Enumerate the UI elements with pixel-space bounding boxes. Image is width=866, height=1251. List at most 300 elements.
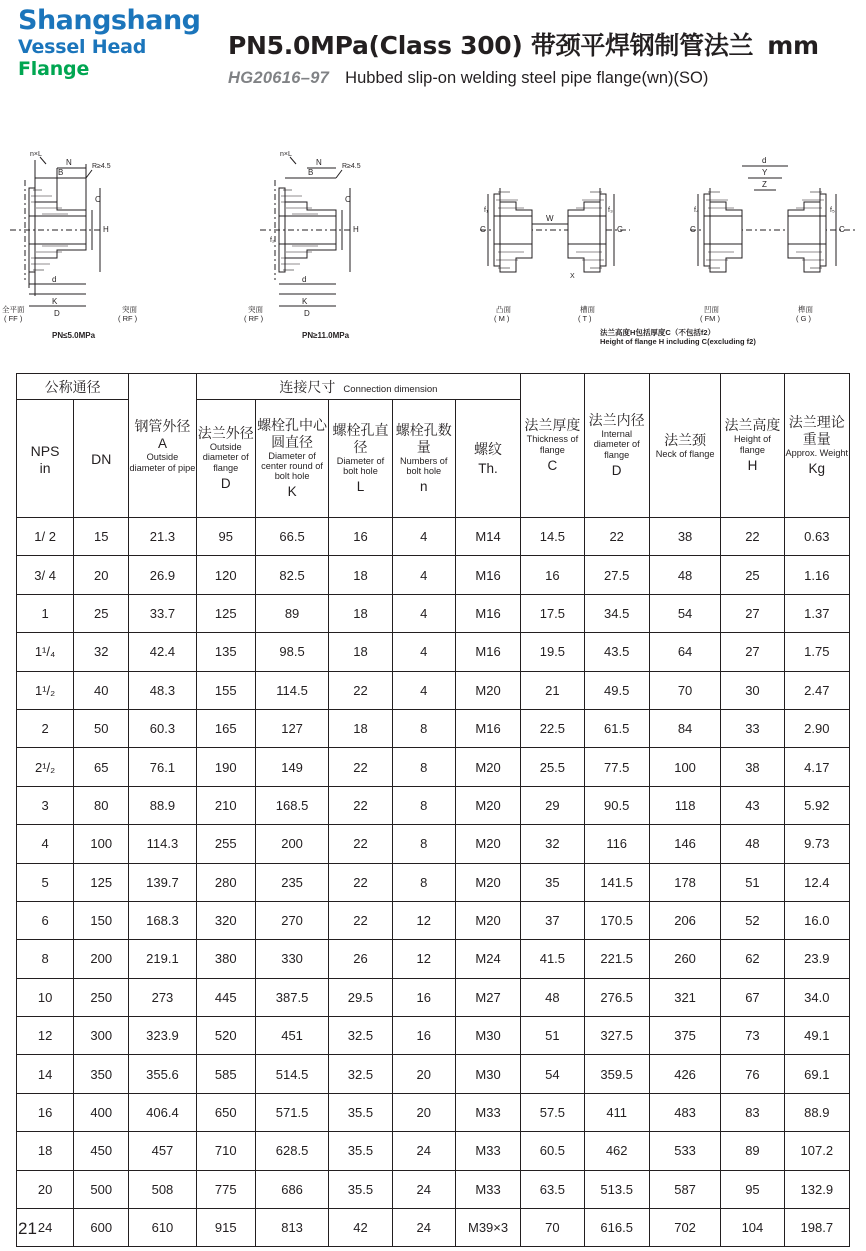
table-cell: 411 xyxy=(584,1093,649,1131)
column-header-neck xyxy=(649,374,720,518)
table-cell: 42 xyxy=(329,1209,392,1247)
table-cell: 116 xyxy=(584,825,649,863)
table-cell: 276.5 xyxy=(584,978,649,1016)
table-row xyxy=(17,1017,850,1055)
column-header-bolt-hole-count xyxy=(392,400,455,518)
table-cell: 88.9 xyxy=(784,1093,849,1131)
col-thickness-sym: C xyxy=(547,457,558,473)
table-row xyxy=(17,518,850,556)
table-cell: 587 xyxy=(649,1170,720,1208)
svg-text:C: C xyxy=(345,195,351,204)
table-cell: 8 xyxy=(392,863,455,901)
table-cell: M33 xyxy=(455,1132,520,1170)
table-cell: 114.3 xyxy=(129,825,196,863)
table-cell: 125 xyxy=(196,594,255,632)
svg-text:C: C xyxy=(480,225,486,234)
table-cell: 76.1 xyxy=(129,748,196,786)
table-cell: 20 xyxy=(17,1170,74,1208)
svg-text:R≥4.5: R≥4.5 xyxy=(92,163,111,170)
table-cell: 18 xyxy=(17,1132,74,1170)
table-cell: 18 xyxy=(329,709,392,747)
table-cell: 255 xyxy=(196,825,255,863)
table-cell: 127 xyxy=(255,709,328,747)
logo-company-name: Shangshang xyxy=(18,5,201,36)
svg-text:( G ): ( G ) xyxy=(796,314,811,323)
svg-text:突面: 突面 xyxy=(248,305,263,314)
table-cell: 22.5 xyxy=(521,709,584,747)
table-cell: 585 xyxy=(196,1055,255,1093)
group-header-nominal-label: 公称通径 xyxy=(44,378,101,395)
table-cell: 450 xyxy=(74,1132,129,1170)
col-nps-unit: in xyxy=(39,459,51,476)
table-row xyxy=(17,901,850,939)
table-cell: 4 xyxy=(392,518,455,556)
table-cell: 25 xyxy=(74,594,129,632)
page-title-text: PN5.0MPa(Class 300) 带颈平焊钢制管法兰 xyxy=(228,31,754,60)
page-header xyxy=(0,0,866,112)
table-row xyxy=(17,1132,850,1170)
svg-text:N: N xyxy=(316,158,322,167)
table-cell: 35.5 xyxy=(329,1093,392,1131)
table-cell: 520 xyxy=(196,1017,255,1055)
table-cell: 8 xyxy=(392,825,455,863)
column-header-bolt-circle xyxy=(255,400,328,518)
table-cell: 33.7 xyxy=(129,594,196,632)
col-id-cn: 法兰内径 xyxy=(588,412,645,429)
table-cell: 32.5 xyxy=(329,1055,392,1093)
svg-text:PN≤5.0MPa: PN≤5.0MPa xyxy=(52,331,96,340)
table-cell: 89 xyxy=(721,1132,784,1170)
svg-text:N: N xyxy=(66,158,72,167)
table-cell: 30 xyxy=(721,671,784,709)
svg-text:H: H xyxy=(353,225,359,234)
col-pipe-od-cn: 钢管外径 xyxy=(134,418,191,435)
col-pipe-od-sym: A xyxy=(157,436,167,452)
table-cell: 387.5 xyxy=(255,978,328,1016)
svg-text:n×L: n×L xyxy=(280,151,292,158)
table-row xyxy=(17,709,850,747)
table-cell: 57.5 xyxy=(521,1093,584,1131)
table-cell: 12 xyxy=(392,940,455,978)
table-cell: 18 xyxy=(329,556,392,594)
table-cell: 330 xyxy=(255,940,328,978)
table-cell: 514.5 xyxy=(255,1055,328,1093)
table-cell: 48.3 xyxy=(129,671,196,709)
table-cell: 22 xyxy=(329,748,392,786)
svg-text:f₂: f₂ xyxy=(270,237,275,244)
svg-text:D: D xyxy=(304,309,310,318)
table-cell: 533 xyxy=(649,1132,720,1170)
table-cell: 29.5 xyxy=(329,978,392,1016)
table-cell: 77.5 xyxy=(584,748,649,786)
table-cell: 12 xyxy=(392,901,455,939)
table-cell: 80 xyxy=(74,786,129,824)
table-cell: M16 xyxy=(455,556,520,594)
table-cell: 359.5 xyxy=(584,1055,649,1093)
table-cell: 9.73 xyxy=(784,825,849,863)
svg-text:H: H xyxy=(103,225,109,234)
table-row xyxy=(17,556,850,594)
table-cell: 628.5 xyxy=(255,1132,328,1170)
table-cell: 32 xyxy=(74,633,129,671)
table-cell: 200 xyxy=(74,940,129,978)
column-header-thread xyxy=(455,400,520,518)
svg-text:( RF ): ( RF ) xyxy=(118,314,138,323)
col-flange-od-en: Outside diameter of flange xyxy=(202,442,249,473)
table-cell: 457 xyxy=(129,1132,196,1170)
table-cell: 6 xyxy=(17,901,74,939)
table-cell: 813 xyxy=(255,1209,328,1247)
table-cell: 20 xyxy=(74,556,129,594)
table-cell: 1 xyxy=(17,594,74,632)
table-cell: 104 xyxy=(721,1209,784,1247)
page-subtitle xyxy=(228,69,866,88)
svg-text:Z: Z xyxy=(762,180,767,189)
table-cell: 27 xyxy=(721,594,784,632)
table-row xyxy=(17,671,850,709)
table-cell: 4 xyxy=(392,556,455,594)
table-cell: 3 xyxy=(17,786,74,824)
table-cell: 15 xyxy=(74,518,129,556)
table-cell: 42.4 xyxy=(129,633,196,671)
table-cell: 60.5 xyxy=(521,1132,584,1170)
table-cell: 206 xyxy=(649,901,720,939)
table-cell: 571.5 xyxy=(255,1093,328,1131)
svg-text:X: X xyxy=(570,273,575,280)
brand-logo xyxy=(18,6,218,80)
col-thickness-cn: 法兰厚度 xyxy=(524,417,581,434)
table-cell: 48 xyxy=(721,825,784,863)
table-cell: 2¹/₂ xyxy=(17,748,74,786)
table-cell: M20 xyxy=(455,901,520,939)
table-cell: 50 xyxy=(74,709,129,747)
table-cell: 21 xyxy=(521,671,584,709)
col-height-en: Height of flange xyxy=(734,434,771,455)
table-cell: 67 xyxy=(721,978,784,1016)
table-cell: 95 xyxy=(196,518,255,556)
table-cell: 150 xyxy=(74,901,129,939)
table-cell: M20 xyxy=(455,671,520,709)
svg-text:( FM ): ( FM ) xyxy=(700,314,720,323)
table-cell: M16 xyxy=(455,709,520,747)
col-nps-sym: NPS xyxy=(30,442,60,459)
table-cell: 12.4 xyxy=(784,863,849,901)
table-cell: 273 xyxy=(129,978,196,1016)
table-cell: 90.5 xyxy=(584,786,649,824)
svg-text:d: d xyxy=(302,275,307,284)
table-cell: 355.6 xyxy=(129,1055,196,1093)
table-cell: 41.5 xyxy=(521,940,584,978)
column-header-pipe-od xyxy=(129,374,196,518)
table-cell: 100 xyxy=(649,748,720,786)
table-cell: 61.5 xyxy=(584,709,649,747)
table-cell: 24 xyxy=(392,1209,455,1247)
table-group-header-row xyxy=(17,374,850,400)
svg-text:R≥4.5: R≥4.5 xyxy=(342,163,361,170)
table-cell: 52 xyxy=(721,901,784,939)
table-cell: M30 xyxy=(455,1055,520,1093)
table-cell: 22 xyxy=(329,825,392,863)
svg-text:法兰高度H包括厚度C（不包括f2）: 法兰高度H包括厚度C（不包括f2） xyxy=(600,328,716,337)
table-cell: 26 xyxy=(329,940,392,978)
table-cell: 34.0 xyxy=(784,978,849,1016)
table-cell: 73 xyxy=(721,1017,784,1055)
table-cell: 5.92 xyxy=(784,786,849,824)
table-cell: M24 xyxy=(455,940,520,978)
table-cell: 135 xyxy=(196,633,255,671)
table-cell: 3/ 4 xyxy=(17,556,74,594)
table-cell: 88.9 xyxy=(129,786,196,824)
table-cell: 210 xyxy=(196,786,255,824)
specification-table-wrapper xyxy=(16,373,850,1247)
svg-text:C: C xyxy=(617,225,623,234)
group-header-nominal-diameter xyxy=(17,374,129,400)
table-cell: 10 xyxy=(17,978,74,1016)
table-row xyxy=(17,1209,850,1247)
table-cell: 19.5 xyxy=(521,633,584,671)
table-cell: 775 xyxy=(196,1170,255,1208)
table-cell: 32 xyxy=(521,825,584,863)
table-cell: 66.5 xyxy=(255,518,328,556)
col-bolt-hole-en: Diameter of bolt hole xyxy=(336,455,385,476)
table-cell: 48 xyxy=(649,556,720,594)
col-thickness-en: Thickness of flange xyxy=(526,434,579,455)
table-row xyxy=(17,633,850,671)
col-bolt-circle-sym: K xyxy=(287,484,297,500)
column-header-nps xyxy=(17,400,74,518)
svg-text:B: B xyxy=(58,168,64,177)
table-row xyxy=(17,748,850,786)
table-cell: 327.5 xyxy=(584,1017,649,1055)
table-cell: 235 xyxy=(255,863,328,901)
table-cell: 51 xyxy=(721,863,784,901)
table-cell: 95 xyxy=(721,1170,784,1208)
table-cell: 118 xyxy=(649,786,720,824)
col-neck-en: Neck of flange xyxy=(655,448,715,459)
table-cell: 120 xyxy=(196,556,255,594)
flange-drawings-svg xyxy=(0,120,866,350)
col-weight-cn: 法兰理论重量 xyxy=(788,413,845,447)
table-cell: 380 xyxy=(196,940,255,978)
table-cell: 22 xyxy=(329,671,392,709)
table-cell: 4 xyxy=(17,825,74,863)
table-cell: 400 xyxy=(74,1093,129,1131)
column-header-thickness xyxy=(521,374,584,518)
table-cell: 915 xyxy=(196,1209,255,1247)
specification-table-body xyxy=(17,518,850,1247)
table-cell: 100 xyxy=(74,825,129,863)
column-header-internal-diameter xyxy=(584,374,649,518)
table-cell: M39×3 xyxy=(455,1209,520,1247)
table-cell: 155 xyxy=(196,671,255,709)
table-cell: 32.5 xyxy=(329,1017,392,1055)
svg-text:d: d xyxy=(52,275,57,284)
table-cell: 8 xyxy=(392,748,455,786)
table-cell: 84 xyxy=(649,709,720,747)
svg-text:槽面: 槽面 xyxy=(580,305,595,314)
table-cell: 4.17 xyxy=(784,748,849,786)
svg-text:C: C xyxy=(690,225,696,234)
table-cell: 107.2 xyxy=(784,1132,849,1170)
svg-text:W: W xyxy=(546,214,554,223)
table-cell: 178 xyxy=(649,863,720,901)
column-header-weight xyxy=(784,374,849,518)
svg-text:K: K xyxy=(52,297,58,306)
svg-text:C: C xyxy=(95,195,101,204)
svg-text:Height of flange H including C: Height of flange H including C(excluding f2) xyxy=(600,337,756,346)
table-cell: 139.7 xyxy=(129,863,196,901)
table-cell: 14.5 xyxy=(521,518,584,556)
table-cell: 1.37 xyxy=(784,594,849,632)
table-cell: 54 xyxy=(649,594,720,632)
table-cell: 29 xyxy=(521,786,584,824)
svg-text:C: C xyxy=(839,225,845,234)
table-cell: 0.63 xyxy=(784,518,849,556)
group-header-connection-cn: 连接尺寸 xyxy=(279,378,336,395)
svg-text:( T ): ( T ) xyxy=(578,314,592,323)
table-cell: M16 xyxy=(455,633,520,671)
svg-text:( RF ): ( RF ) xyxy=(244,314,264,323)
table-cell: 83 xyxy=(721,1093,784,1131)
table-cell: 4 xyxy=(392,594,455,632)
table-cell: M33 xyxy=(455,1170,520,1208)
col-thread-cn: 螺纹 xyxy=(474,440,503,457)
title-block xyxy=(228,26,866,88)
table-cell: 24 xyxy=(392,1170,455,1208)
table-cell: 168.5 xyxy=(255,786,328,824)
table-cell: 33 xyxy=(721,709,784,747)
table-cell: 462 xyxy=(584,1132,649,1170)
col-bolt-count-en: Numbers of bolt hole xyxy=(399,455,448,476)
table-cell: 2.47 xyxy=(784,671,849,709)
column-header-bolt-hole-diameter xyxy=(329,400,392,518)
col-neck-cn: 法兰颈 xyxy=(664,431,707,448)
table-row xyxy=(17,1093,850,1131)
table-cell: 616.5 xyxy=(584,1209,649,1247)
svg-text:Y: Y xyxy=(762,168,768,177)
table-cell: 24 xyxy=(392,1132,455,1170)
table-cell: 1¹/₄ xyxy=(17,633,74,671)
table-cell: M20 xyxy=(455,863,520,901)
table-cell: 22 xyxy=(584,518,649,556)
table-cell: 168.3 xyxy=(129,901,196,939)
table-cell: 69.1 xyxy=(784,1055,849,1093)
table-cell: M14 xyxy=(455,518,520,556)
table-cell: 1¹/₂ xyxy=(17,671,74,709)
svg-text:n×L: n×L xyxy=(30,151,42,158)
table-cell: 35 xyxy=(521,863,584,901)
col-dn-sym: DN xyxy=(91,451,112,467)
standard-code: HG20616–97 xyxy=(228,69,330,87)
logo-tagline xyxy=(18,36,218,80)
table-cell: 18 xyxy=(329,633,392,671)
table-cell: 76 xyxy=(721,1055,784,1093)
table-cell: 323.9 xyxy=(129,1017,196,1055)
table-cell: 406.4 xyxy=(129,1093,196,1131)
table-row xyxy=(17,1170,850,1208)
table-cell: 24 xyxy=(17,1209,74,1247)
table-cell: 445 xyxy=(196,978,255,1016)
table-cell: 65 xyxy=(74,748,129,786)
table-cell: 8 xyxy=(392,709,455,747)
col-weight-en: Approx. Weight xyxy=(785,447,849,458)
svg-text:f₄: f₄ xyxy=(694,207,699,214)
col-pipe-od-en: Outside diameter of pipe xyxy=(129,452,196,473)
table-cell: 34.5 xyxy=(584,594,649,632)
svg-text:全平面: 全平面 xyxy=(2,305,25,314)
table-cell: 426 xyxy=(649,1055,720,1093)
table-cell: 125 xyxy=(74,863,129,901)
table-cell: 270 xyxy=(255,901,328,939)
table-cell: M16 xyxy=(455,594,520,632)
table-cell: 198.7 xyxy=(784,1209,849,1247)
logo-tagline-flange: Flange xyxy=(18,58,90,80)
table-cell: 149 xyxy=(255,748,328,786)
col-height-cn: 法兰高度 xyxy=(724,417,781,434)
group-header-connection-en: Connection dimension xyxy=(343,383,438,395)
table-cell: 63.5 xyxy=(521,1170,584,1208)
table-cell: 27 xyxy=(721,633,784,671)
table-cell: 375 xyxy=(649,1017,720,1055)
table-cell: 22 xyxy=(329,786,392,824)
col-flange-od-cn: 法兰外径 xyxy=(197,425,254,442)
table-cell: 21.3 xyxy=(129,518,196,556)
table-cell: 508 xyxy=(129,1170,196,1208)
col-id-en: Internal diameter of flange xyxy=(593,429,640,460)
table-cell: 16 xyxy=(17,1093,74,1131)
svg-text:d: d xyxy=(762,156,767,165)
table-cell: 16.0 xyxy=(784,901,849,939)
svg-text:( M ): ( M ) xyxy=(494,314,510,323)
table-cell: 280 xyxy=(196,863,255,901)
table-cell: 98.5 xyxy=(255,633,328,671)
page-subtitle-en: Hubbed slip-on welding steel pipe flange(wn)(SO) xyxy=(345,69,709,87)
technical-drawings xyxy=(0,120,866,350)
specification-table xyxy=(16,373,850,1247)
table-cell: 40 xyxy=(74,671,129,709)
svg-text:突面: 突面 xyxy=(122,305,137,314)
group-header-connection xyxy=(196,374,521,400)
table-cell: 1.16 xyxy=(784,556,849,594)
table-cell: M20 xyxy=(455,786,520,824)
svg-text:榫面: 榫面 xyxy=(798,305,813,314)
table-cell: 16 xyxy=(329,518,392,556)
table-cell: 22 xyxy=(329,863,392,901)
table-cell: 60.3 xyxy=(129,709,196,747)
table-cell: 25.5 xyxy=(521,748,584,786)
col-bolt-count-cn: 螺栓孔数量 xyxy=(395,421,452,455)
table-cell: 70 xyxy=(521,1209,584,1247)
table-cell: 300 xyxy=(74,1017,129,1055)
table-row xyxy=(17,978,850,1016)
table-cell: 5 xyxy=(17,863,74,901)
page-title-unit: mm xyxy=(767,31,819,60)
svg-text:PN≥11.0MPa: PN≥11.0MPa xyxy=(302,331,350,340)
column-header-flange-od xyxy=(196,400,255,518)
col-flange-od-sym: D xyxy=(220,475,231,491)
table-cell: 16 xyxy=(392,978,455,1016)
table-cell: 500 xyxy=(74,1170,129,1208)
table-cell: 451 xyxy=(255,1017,328,1055)
table-cell: 146 xyxy=(649,825,720,863)
table-cell: 27.5 xyxy=(584,556,649,594)
table-cell: 35.5 xyxy=(329,1170,392,1208)
col-height-sym: H xyxy=(747,457,758,473)
table-cell: 200 xyxy=(255,825,328,863)
table-cell: 16 xyxy=(392,1017,455,1055)
table-cell: 250 xyxy=(74,978,129,1016)
table-row xyxy=(17,1055,850,1093)
